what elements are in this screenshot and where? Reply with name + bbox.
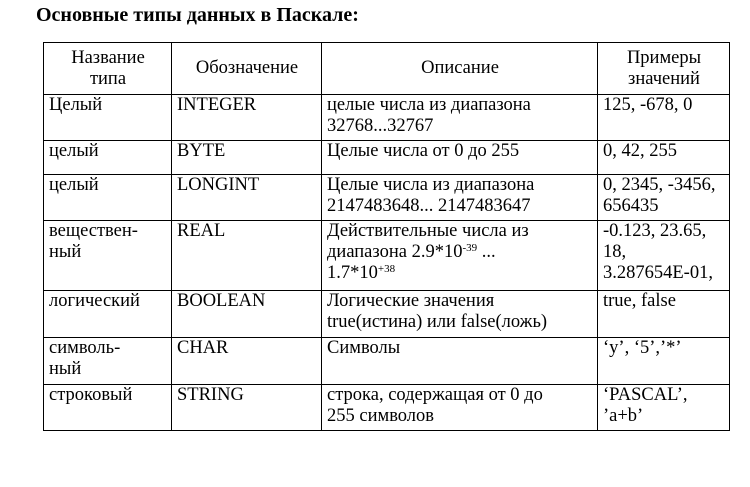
cell-designation: BYTE xyxy=(172,141,322,175)
cell-examples: true, false xyxy=(598,291,730,338)
data-types-table xyxy=(43,42,730,431)
cell-designation: INTEGER xyxy=(172,95,322,141)
cell-type-name: символь- ный xyxy=(44,338,172,385)
cell-examples: ‘y’, ‘5’,’*’ xyxy=(598,338,730,385)
cell-description: Логические значения true(истина) или false(ложь) xyxy=(322,291,598,338)
header-examples: Примеры значений xyxy=(598,43,730,95)
cell-description: Целые числа из диапазона 2147483648... 2147483647 xyxy=(322,175,598,221)
cell-description: строка, содержащая от 0 до 255 символов xyxy=(322,385,598,431)
cell-type-name: логический xyxy=(44,291,172,338)
cell-examples: 0, 2345, -3456, 656435 xyxy=(598,175,730,221)
cell-designation: REAL xyxy=(172,221,322,291)
cell-examples: ‘PASCAL’, ’a+b’ xyxy=(598,385,730,431)
table-header-row xyxy=(44,43,730,95)
table-row xyxy=(44,141,730,175)
table-row xyxy=(44,95,730,141)
table-row xyxy=(44,175,730,221)
page-title: Основные типы данных в Паскале: xyxy=(36,4,359,26)
table-row xyxy=(44,221,730,291)
cell-examples: -0.123, 23.65, 18, 3.287654E-01, xyxy=(598,221,730,291)
cell-type-name: веществен- ный xyxy=(44,221,172,291)
header-description: Описание xyxy=(322,43,598,95)
header-designation: Обозначение xyxy=(172,43,322,95)
table-row xyxy=(44,385,730,431)
cell-designation: BOOLEAN xyxy=(172,291,322,338)
cell-type-name: строковый xyxy=(44,385,172,431)
table-row xyxy=(44,338,730,385)
cell-description: Действительные числа из диапазона $2.9*10^{-39}$ ... $1.7*10^{+38}$ xyxy=(322,221,598,291)
table-row xyxy=(44,291,730,338)
cell-designation: LONGINT xyxy=(172,175,322,221)
cell-description: Целые числа от 0 до 255 xyxy=(322,141,598,175)
cell-description: целые числа из диапазона 32768...32767 xyxy=(322,95,598,141)
cell-examples: 125, -678, 0 xyxy=(598,95,730,141)
cell-description: Символы xyxy=(322,338,598,385)
cell-designation: CHAR xyxy=(172,338,322,385)
cell-type-name: целый xyxy=(44,175,172,221)
cell-type-name: целый xyxy=(44,141,172,175)
cell-designation: STRING xyxy=(172,385,322,431)
cell-type-name: Целый xyxy=(44,95,172,141)
header-type-name: Название типа xyxy=(44,43,172,95)
cell-examples: 0, 42, 255 xyxy=(598,141,730,175)
